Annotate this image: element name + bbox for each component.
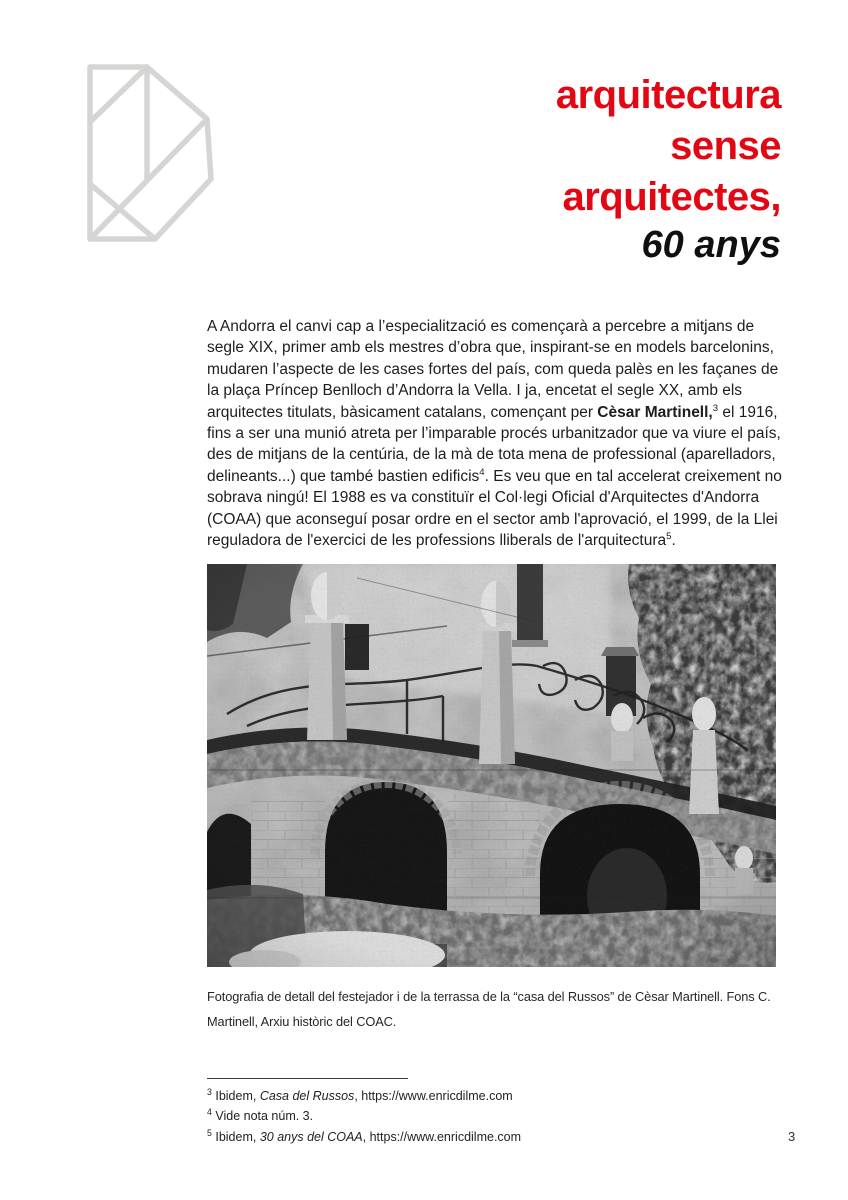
title-line-2: sense xyxy=(670,124,781,168)
work-title: 30 anys del COAA xyxy=(259,1129,363,1144)
body-line: la plaça Príncep Benlloch d’Andorra la Vella. I ja, encetat el segle XX, amb els xyxy=(207,382,743,400)
footnote-ref-4: 4 xyxy=(479,466,485,478)
body-line: (COAA) que aconseguí posar ordre en el sector amb l'aprovació, el 1999, de la Llei xyxy=(207,510,778,528)
text-segment: reguladora de l'exercici de les professions lliberals de l'arquitectura xyxy=(207,532,667,550)
footnote-ref-5: 5 xyxy=(666,530,672,542)
footnote-number: 3 xyxy=(207,1086,212,1097)
footnote-4 xyxy=(207,1106,521,1126)
caption-line: Fotografia de detall del festejador i de la terrassa de la “casa del Russos” de Cèsar Martinell. Fons C. xyxy=(207,989,771,1004)
work-title: Casa del Russos xyxy=(259,1089,355,1103)
text-segment: . xyxy=(671,532,676,550)
title-line-3: arquitectes, xyxy=(562,175,781,219)
text-segment: el 1916, xyxy=(718,403,778,421)
text-segment: Ibidem, xyxy=(211,1129,260,1144)
text-segment: delineants...) que també bastien edificis xyxy=(207,467,480,485)
photo-illustration xyxy=(207,564,776,967)
geometric-architecture-logo-icon xyxy=(85,60,220,245)
body-line: A Andorra el canvi cap a l’especialització es començarà a percebre a mitjans de xyxy=(207,318,755,335)
body-line xyxy=(207,466,782,487)
bold-name: Cèsar Martinell, xyxy=(597,403,713,421)
logo-outline xyxy=(90,67,211,239)
caption-line: Martinell, Arxiu històric del COAC. xyxy=(207,1014,397,1029)
footnotes xyxy=(207,1086,521,1147)
body-line: des de mitjans de la centúria, de la mà de tota mena de professional (aparelladors, xyxy=(207,446,776,464)
casa-del-russos-photo xyxy=(207,564,776,967)
footnote-separator xyxy=(207,1078,408,1079)
page-number: 3 xyxy=(788,1129,796,1144)
body-line xyxy=(207,402,782,423)
text-segment: , https://www.enricdilme.com xyxy=(362,1129,522,1144)
text-segment: Vide nota núm. 3. xyxy=(211,1109,314,1124)
text-segment: arquitectes titulats, bàsicament catalans, començant per xyxy=(207,403,598,421)
title-subtitle: 60 anys xyxy=(641,224,781,266)
footnote-number: 5 xyxy=(207,1127,212,1138)
page-title xyxy=(556,70,781,267)
body-line: sobrava ningú! El 1988 es va constituïr el Col·legi Oficial d'Arquitectes d'Andorra xyxy=(207,489,760,507)
body-line xyxy=(207,530,782,551)
body-line: fins a ser una munió atreta per l’imparable procés urbanitzador que va viure el país, xyxy=(207,425,781,443)
text-segment: . Es veu que en tal accelerat creixement no xyxy=(484,467,782,485)
footnote-number: 4 xyxy=(207,1107,212,1118)
footnote-3 xyxy=(207,1086,521,1106)
body-paragraph xyxy=(207,316,782,551)
footnote-5 xyxy=(207,1127,521,1147)
body-line: mudaren l’aspecte de les cases fortes del país, com queda palès en les façanes de xyxy=(207,360,779,378)
logo-diagonal-top xyxy=(90,67,147,122)
photo-caption xyxy=(207,984,771,1034)
text-segment: Ibidem, xyxy=(211,1089,260,1103)
text-segment: , https://www.enricdilme.com xyxy=(354,1089,513,1103)
footnote-ref-3: 3 xyxy=(712,402,719,414)
title-line-1: arquitectura xyxy=(555,73,781,117)
body-line: segle XIX, primer amb els mestres d’obra que, inspirant-se en models barcelonins, xyxy=(207,339,774,357)
